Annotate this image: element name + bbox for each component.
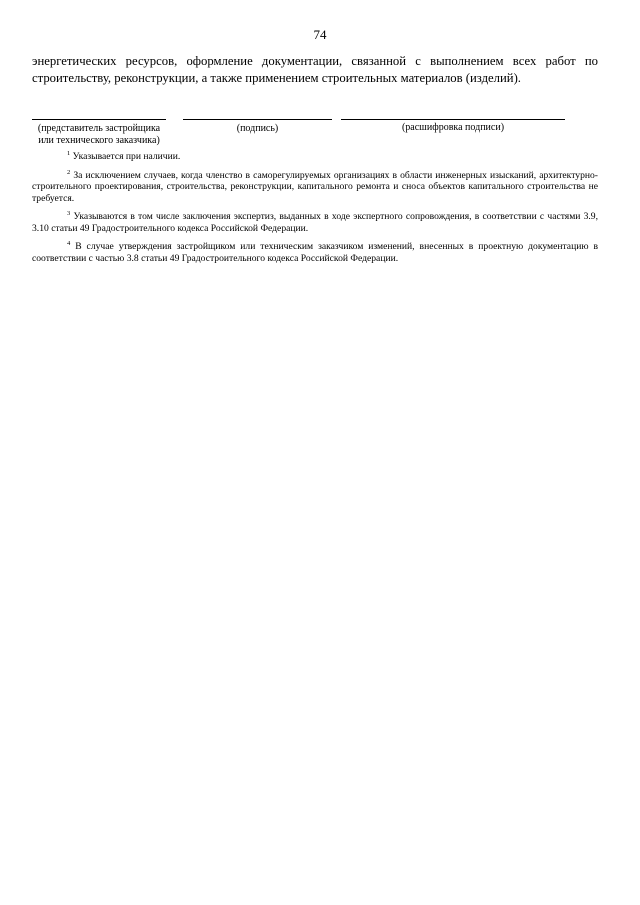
representative-caption: (представитель застройщика или технического заказчика)	[37, 123, 161, 146]
footnotes-section	[32, 151, 598, 271]
page-number: 74	[313, 27, 327, 42]
signature-caption: (подпись)	[236, 123, 279, 134]
footnote-mark: 1	[67, 149, 71, 157]
footnote-text: Указывается при наличии.	[72, 151, 181, 162]
footnote-mark: 4	[67, 239, 71, 247]
transcript-caption: (расшифровка подписи)	[401, 122, 505, 133]
footnote-text: В случае утверждения застройщиком или техническим заказчиком изменений, внесенных в проектную документацию в соответствии с частью 3.8 статьи 49 Градостроительного кодекса Российской Федерации.	[32, 241, 598, 264]
footnote-text: Указываются в том числе заключения экспертиз, выданных в ходе экспертного сопровождения, в соответствии с частями 3.9, 3.10 статьи 49 Градостроительного кодекса Российской Федерации.	[32, 211, 598, 234]
footnote-mark: 2	[67, 168, 71, 176]
footnote-text: За исключением случаев, когда членство в саморегулируемых организациях в области инженерных изысканий, архитектурно-строительного проектирования, строительства, реконструкции, капитального ремонта и сноса объектов капитального строительства не требуется.	[32, 169, 598, 204]
body-paragraph: энергетических ресурсов, оформление документации, связанной с выполнением всех работ по строительству, реконструкции, а также применением строительных материалов (изделий).	[32, 54, 598, 85]
signature-line	[183, 119, 332, 120]
footnote-4	[32, 241, 598, 264]
representative-signature-line	[32, 119, 166, 120]
footnote-2	[32, 170, 598, 205]
footnote-mark: 3	[67, 209, 71, 217]
footnote-3	[32, 211, 598, 234]
footnote-1	[32, 151, 598, 163]
signature-transcript-line	[341, 119, 565, 120]
